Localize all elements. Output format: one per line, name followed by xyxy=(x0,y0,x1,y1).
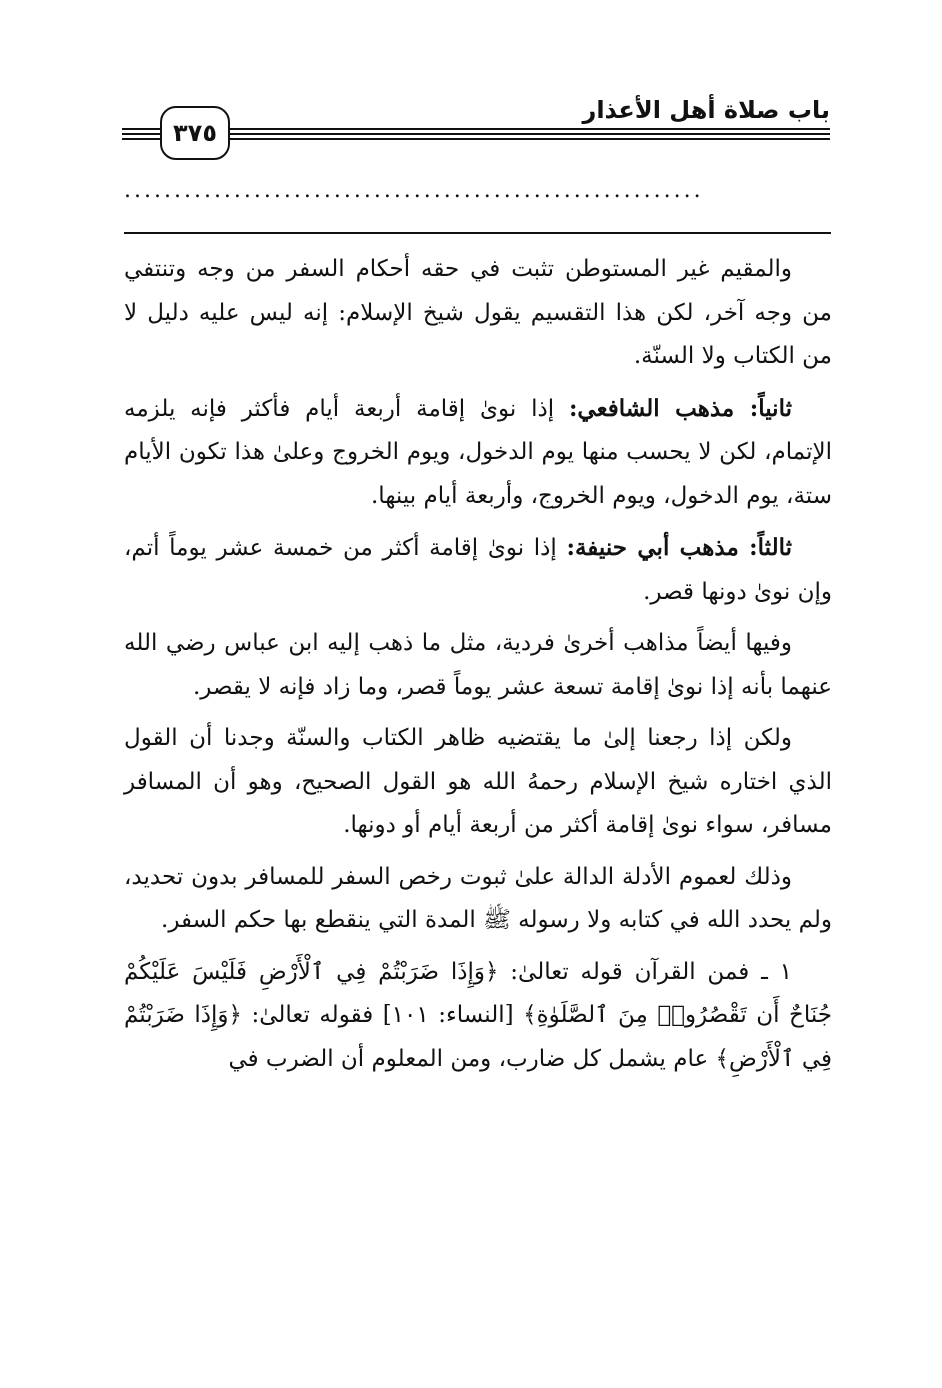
separator-rule xyxy=(124,232,831,234)
body-text xyxy=(124,248,832,1089)
paragraph-text: وذلك لعموم الأدلة الدالة علىٰ ثبوت رخص السفر للمسافر بدون تحديد، ولم يحدد الله في كتابه ولا رسوله ﷺ المدة التي ينقطع بها حكم السفر. xyxy=(124,863,832,933)
paragraph-heading: ثالثاً: مذهب أبي حنيفة: xyxy=(566,534,792,561)
paragraph-text: وفيها أيضاً مذاهب أخرىٰ فردية، مثل ما ذهب إليه ابن عباس رضي الله عنهما بأنه إذا نوىٰ إقامة تسعة عشر يوماً قصر، وما زاد فإنه لا يقصر. xyxy=(124,630,832,700)
page-number-badge: ٣٧٥ xyxy=(160,106,230,160)
header-rule-right xyxy=(226,138,830,140)
paragraph xyxy=(124,622,832,709)
paragraph-text: ولكن إذا رجعنا إلىٰ ما يقتضيه ظاهر الكتاب والسنّة وجدنا أن القول الذي اختاره شيخ الإسلام رحمهُ الله هو القول الصحيح، وهو أن المسافر مسافر، سواء نوىٰ إقامة أكثر من أربعة أيام أو دونها. xyxy=(124,725,832,838)
header-rule-right xyxy=(226,133,830,135)
paragraph-heading: ثانياً: مذهب الشافعي: xyxy=(568,394,792,422)
paragraph-text: والمقيم غير المستوطن تثبت في حقه أحكام السفر من وجه وتنتفي من وجه آخر، لكن هذا التقسيم يقول شيخ الإسلام: إنه ليس عليه دليل لا من الكتاب ولا السنّة. xyxy=(124,256,832,369)
paragraph-text: إذا نوىٰ إقامة أكثر من خمسة عشر يوماً أتم، وإن نوىٰ دونها قصر. xyxy=(124,535,832,605)
paragraph-text: ١ ـ فمن القرآن قوله تعالىٰ: ﴿وَإِذَا ضَرَبْتُمْ فِي ٱلْأَرْضِ فَلَيْسَ عَلَيْكُمْ جُنَاحٌ أَن تَقْصُرُوا۟ مِنَ ٱلصَّلَوٰةِ﴾ [النساء: ١٠١] فقوله تعالىٰ: ﴿وَإِذَا ضَرَبْتُمْ فِي ٱلْأَرْضِ﴾ عام يشمل كل ضارب، ومن المعلوم أن الضرب في xyxy=(124,958,832,1072)
paragraph-text: إذا نوىٰ إقامة أربعة أيام فأكثر فإنه يلزمه الإتمام، لكن لا يحسب منها يوم الدخول، ويوم الخروج وعلىٰ هذا تكون الأيام ستة، يوم الدخول، ويوم الخروج، وأربعة أيام بينها. xyxy=(124,395,832,509)
dotted-separator: .......................................................... xyxy=(124,178,704,203)
paragraph xyxy=(124,387,832,519)
paragraph xyxy=(124,951,832,1082)
paragraph xyxy=(124,717,832,848)
paragraph xyxy=(124,248,832,379)
paragraph xyxy=(124,856,832,943)
header-rule-right xyxy=(226,128,830,130)
chapter-title: باب صلاة أهل الأعذار xyxy=(582,96,830,124)
paragraph xyxy=(124,526,832,614)
